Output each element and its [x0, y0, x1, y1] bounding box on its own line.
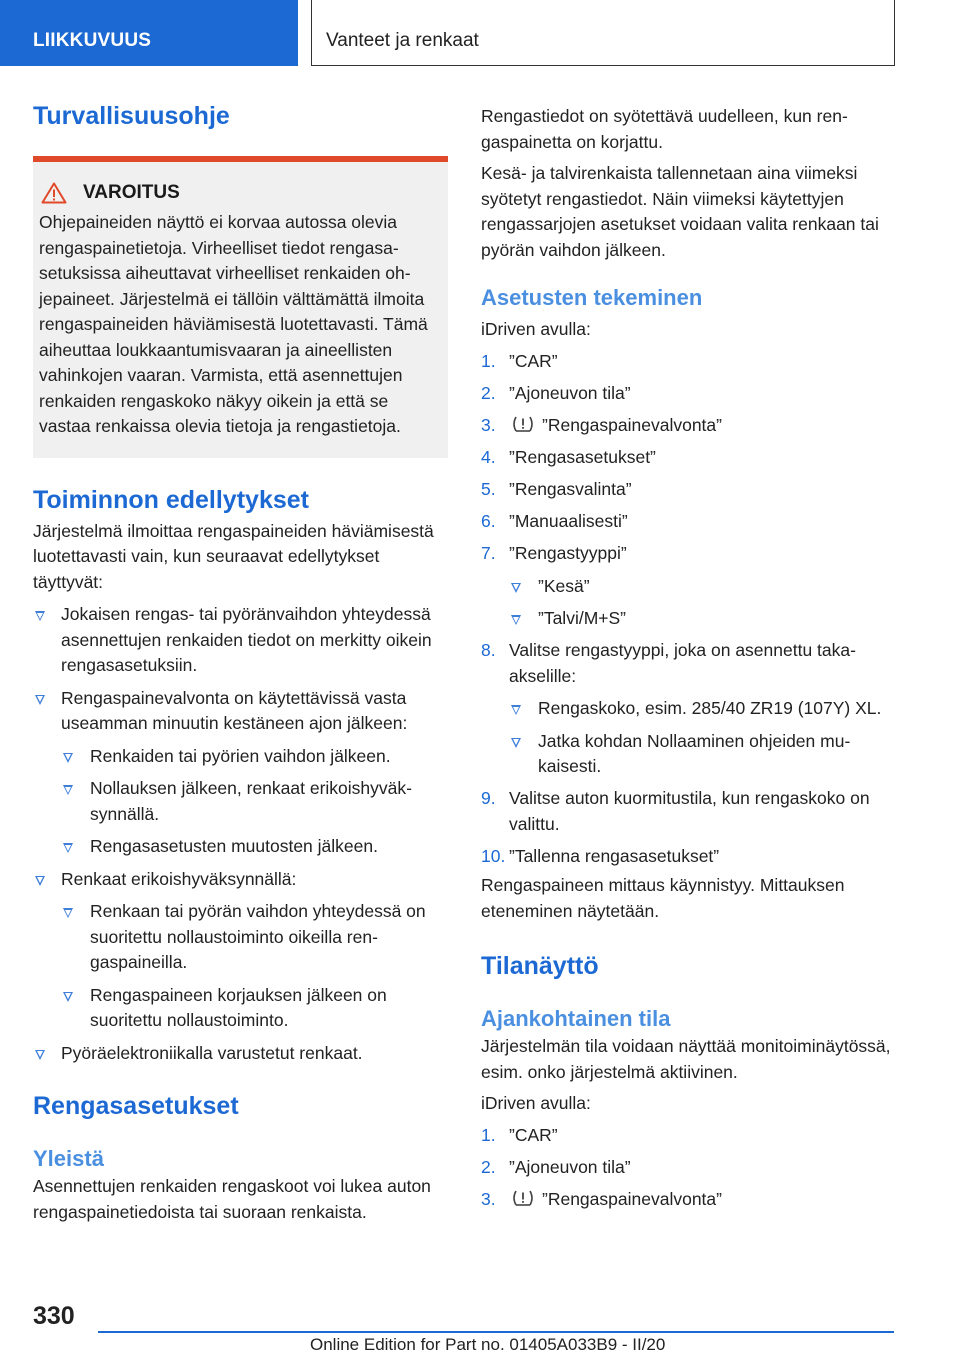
step-item: 1. ”CAR” [481, 1125, 558, 1145]
step-item: 5. ”Rengasvalinta” [481, 479, 632, 499]
topic-tab: Vanteet ja renkaat [311, 0, 895, 66]
tire-pressure-warning-icon [511, 415, 535, 433]
left-column [33, 100, 448, 1225]
status-steps [481, 1123, 901, 1213]
list-item: Renkaiden tai pyörien vaihdon jälkeen. [61, 744, 448, 770]
edition-note: Online Edition for Part no. 01405A033B9 - II/20 [310, 1335, 666, 1354]
current-status-heading: Ajankohtainen tila [481, 1006, 671, 1031]
tire-pressure-warning-icon [511, 1189, 535, 1207]
prereq-heading: Toiminnon edellytykset [33, 485, 309, 514]
step-item: 4. ”Rengasasetukset” [481, 447, 656, 467]
setup-intro: iDriven avulla: [481, 319, 591, 339]
setup-steps [481, 349, 901, 869]
list-item: Jatka kohdan Nollaaminen ohjeiden mukaisesti. [509, 729, 901, 780]
list-item: Renkaan tai pyörän vaihdon yhteydessä on suoritettu nollaustoiminto oikeilla rengaspaineilla. [61, 899, 448, 976]
general-heading: Yleistä [33, 1146, 104, 1171]
step-item: 2. ”Ajoneuvon tila” [481, 383, 631, 403]
general-text: Asennettujen renkaiden rengaskoot voi lukea auton rengaspainetiedoista tai suoraan renkaista. [33, 1176, 431, 1222]
list-item: ”Talvi/M+S” [509, 606, 901, 632]
step-item: 3. ”Rengaspainevalvonta” [481, 1189, 722, 1209]
step-item: 6. ”Manuaalisesti” [481, 511, 628, 531]
list-item: Nollauksen jälkeen, renkaat erikoishyväksynnällä. [61, 776, 448, 827]
page-header [0, 0, 960, 66]
list-item: ”Kesä” [509, 574, 901, 600]
sub-list [509, 574, 901, 632]
step-item: 9. Valitse auton kuormitustila, kun rengaskoko on valittu. [481, 788, 870, 834]
section-tab: LIIKKUVUUS [0, 0, 298, 66]
prereq-list [33, 602, 448, 1066]
paragraph: Kesä- ja talvirenkaista tallennetaan aina viimeksi syötetyt rengastiedot. Näin viimeksi käytettyjen rengassarjojen asetukset voidaan valita renkaan tai pyörän vaihdon jälkeen. [481, 163, 879, 260]
setup-heading: Asetusten tekeminen [481, 285, 703, 310]
paragraph: Rengaspaineen mittaus käynnistyy. Mittauksen eteneminen näytetään. [481, 875, 845, 921]
status-heading: Tilanäyttö [481, 952, 599, 980]
sub-list [61, 744, 448, 860]
list-item: Rengaspainevalvonta on käytettävissä vasta useamman minuutin kestäneen ajon jälkeen: Renkaiden tai pyörien vaihdon jälkeen. Nollauksen jälkeen, renkaat erikoishyväksynnällä. Rengasasetusten muutosten jälkeen. [33, 686, 448, 860]
page-number: 330 [33, 1302, 75, 1330]
warning-box [33, 162, 448, 458]
tire-settings-heading: Rengasasetukset [33, 1092, 239, 1120]
list-item: Renkaat erikoishyväksynnällä: Renkaan tai pyörän vaihdon yhteydessä on suoritettu nollaustoiminto oikeilla rengaspaineilla. Rengaspaineen korjauksen jälkeen on suoritettu nollaustoiminto. [33, 867, 448, 1034]
right-column [481, 104, 901, 1213]
sub-list [61, 899, 448, 1034]
paragraph: Järjestelmän tila voidaan näyttää monitoiminäytössä, esim. onko järjestelmä aktiivinen. [481, 1036, 891, 1082]
step-item: 2. ”Ajoneuvon tila” [481, 1157, 631, 1177]
warning-triangle-icon [41, 182, 67, 204]
paragraph: Rengastiedot on syötettävä uudelleen, kun rengaspainetta on korjattu. [481, 106, 848, 152]
step-item: 7. ”Rengastyyppi” ”Kesä” ”Talvi/M+S” [481, 541, 901, 632]
step-item: 10. ”Tallenna rengasasetukset” [481, 845, 720, 866]
list-item: Rengasasetusten muutosten jälkeen. [61, 834, 448, 860]
step-item: 1. ”CAR” [481, 351, 558, 371]
sub-list [509, 696, 901, 780]
prereq-intro: Järjestelmä ilmoittaa rengaspaineiden häviämisestä luotettavasti vain, kun seuraavat edellytykset täyttyvät: [33, 520, 434, 592]
safety-heading: Turvallisuusohje [33, 102, 230, 130]
footer-rule [98, 1331, 894, 1333]
list-item: Rengaskoko, esim. 285/40 ZR19 (107Y) XL. [509, 696, 901, 722]
step-item: 8. Valitse rengastyyppi, joka on asennettu takaakselille: Rengaskoko, esim. 285/40 ZR19 (107Y) XL. Jatka kohdan Nollaaminen ohjeiden mukaisesti. [481, 638, 901, 780]
list-item: Jokaisen rengas- tai pyöränvaihdon yhteydessä asennettujen renkaiden tiedot on merkitty oikein rengasasetuksiin. [33, 602, 448, 679]
warning-title [39, 182, 442, 204]
warning-text: Ohjepaineiden näyttö ei korvaa autossa olevia rengaspainetietoja. Virheelliset tiedot rengasasetuksissa aiheuttavat virheelliset renkaiden ohjepaineet. Järjestelmä ei tällöin välttämättä ilmoita rengaspaineiden häviämisestä luotettavasti. Tämä aiheuttaa loukkaantumisvaaran ja aineellisten vahinkojen vaaran. Varmista, että asennettujen renkaiden rengaskoko näkyy oikein ja että se vastaa renkaissa olevia tietoja ja rengastietoja. [39, 212, 428, 436]
list-item: Pyöräelektroniikalla varustetut renkaat. [33, 1041, 448, 1067]
current-intro: iDriven avulla: [481, 1093, 591, 1113]
warning-label: VAROITUS [83, 182, 180, 203]
list-item: Rengaspaineen korjauksen jälkeen on suoritettu nollaustoiminto. [61, 983, 448, 1034]
step-item: 3. ”Rengaspainevalvonta” [481, 415, 722, 435]
